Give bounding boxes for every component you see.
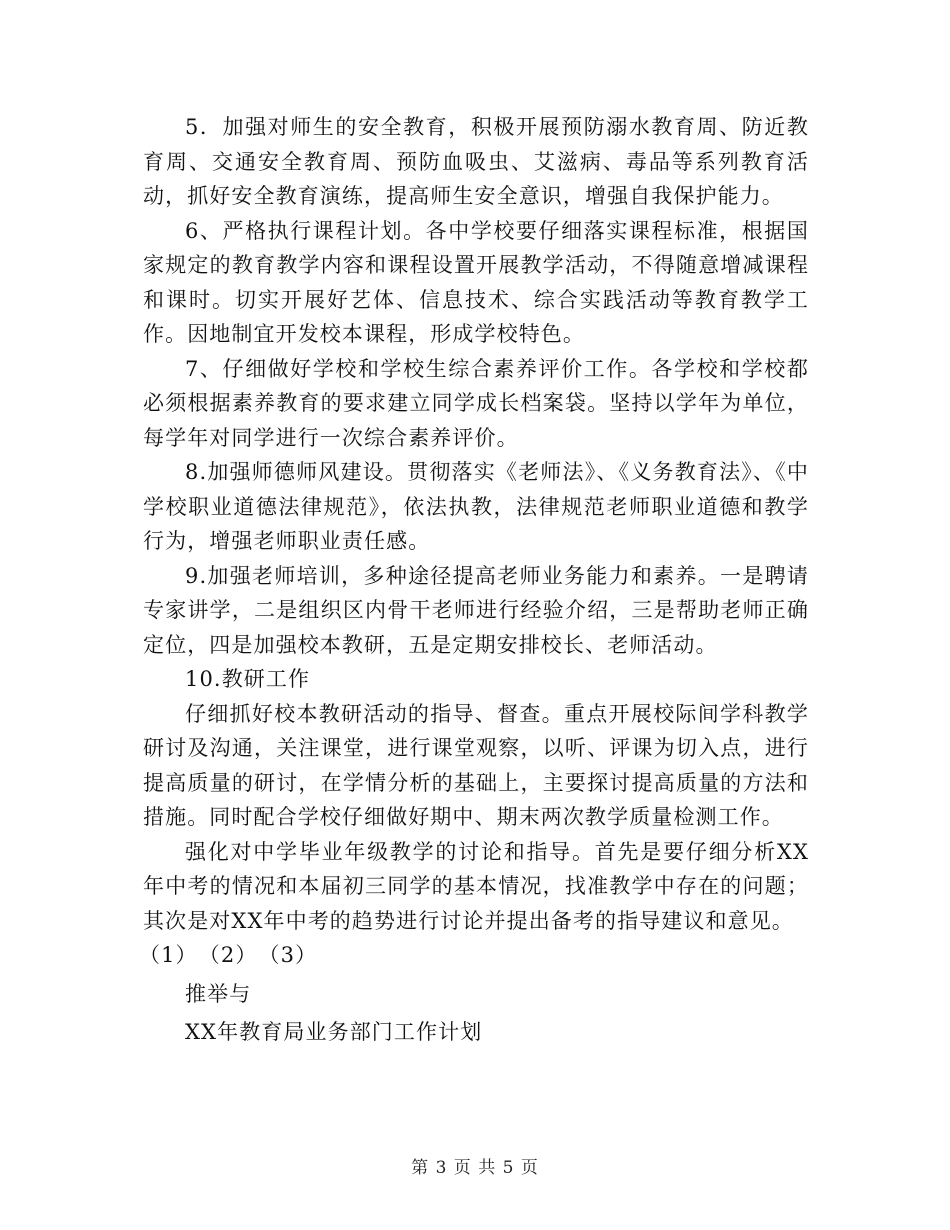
paragraph-curriculum-plan: 6、严格执行课程计划。各中学校要仔细落实课程标准，根据国家规定的教育教学内容和课程设置开展教学活动，不得随意增减课程和课时。切实开展好艺体、信息技术、综合实践活动等教育教学工作。因地制宜开发校本课程，形成学校特色。 <box>143 218 809 346</box>
paragraph-recommend: 推举与 <box>185 981 252 1006</box>
paragraph-teacher-ethics: 8.加强师德师风建设。贯彻落实《老师法》、《义务教育法》、《中学校职业道德法律规范》，依法执教，法律规范老师职业道德和教学行为，增强老师职业责任感。 <box>143 460 809 553</box>
paragraph-school-research: 仔细抓好校本教研活动的指导、督查。重点开展校际间学科教学研讨及沟通，关注课堂，进行课堂观察，以听、评课为切入点，进行提高质量的研讨，在学情分析的基础上，主要探讨提高质量的方法和措施。同时配合学校仔细做好期中、期末两次教学质量检测工作。 <box>143 701 809 829</box>
paragraph-quality-evaluation: 7、仔细做好学校和学校生综合素养评价工作。各学校和学校都必须根据素养教育的要求建立同学成长档案袋。坚持以学年为单位，每学年对同学进行一次综合素养评价。 <box>143 356 809 450</box>
numbered-items: （1） （2） （3） <box>139 943 318 967</box>
section-heading-teaching-research: 10.教研工作 <box>185 667 311 691</box>
document-body <box>139 110 809 1050</box>
paragraph-teacher-training: 9.加强老师培训，多种途径提高老师业务能力和素养。一是聘请专家讲学，二是组织区内骨干老师进行经验介绍，三是帮助老师正确定位，四是加强校本教研，五是定期安排校长、老师活动。 <box>143 563 809 657</box>
page-number-footer: 第 3 页 共 5 页 <box>411 1158 539 1178</box>
document-title-line: XX年教育局业务部门工作计划 <box>185 1020 483 1044</box>
paragraph-safety-education: 5．加强对师生的安全教育，积极开展预防溺水教育周、防近教育周、交通安全教育周、预防血吸虫、艾滋病、毒品等系列教育活动，抓好安全教育演练，提高师生安全意识，增强自我保护能力。 <box>143 115 809 208</box>
paragraph-graduation-grade: 强化对中学毕业年级教学的讨论和指导。首先是要仔细分析XX年中考的情况和本届初三同学的基本情况，找准教学中存在的问题；其次是对XX年中考的趋势进行讨论并提出备考的指导建议和意见。 <box>143 839 809 933</box>
